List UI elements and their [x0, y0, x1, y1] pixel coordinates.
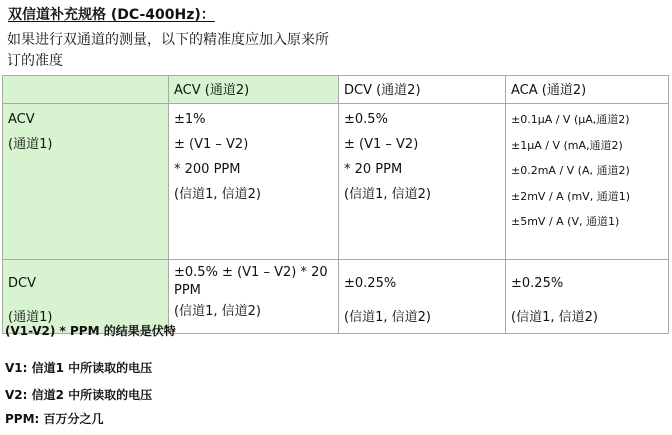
cell-line: ±0.5% ± (V1 – V2) * 20 PPM [174, 265, 328, 298]
cell-dcv-acv [169, 260, 339, 334]
note-v1: V1: 信道1 中所读取的电压 [5, 361, 153, 375]
cell-line: * 20 PPM [344, 162, 403, 177]
row-sublabel: (通道1) [8, 310, 53, 325]
cell-line: ±0.1μA / V (μA,通道2) [511, 113, 630, 126]
spec-table [2, 75, 669, 334]
intro-text: 如果进行双通道的测量，以下的精准度应加入原来所订的准度 [7, 32, 329, 69]
cell-dcv-aca [506, 260, 669, 334]
row-sublabel: (通道1) [8, 137, 53, 152]
cell-line: * 200 PPM [174, 162, 241, 177]
table-row [3, 104, 669, 260]
cell-line: ± (V1 – V2) [174, 137, 249, 152]
cell-line: (信道1, 信道2) [344, 310, 431, 325]
row-label: ACV [8, 112, 35, 127]
note-ppm: PPM: 百万分之几 [5, 412, 104, 426]
cell-line: ± (V1 – V2) [344, 137, 419, 152]
cell-line: ±1% [174, 112, 206, 127]
row-label-acv [3, 104, 169, 260]
row-label: DCV [8, 276, 36, 291]
cell-line: ±0.5% [344, 112, 388, 127]
cell-acv-aca [506, 104, 669, 260]
section-title: 双信道补充规格 (DC-400Hz)： [8, 7, 215, 23]
header-corner [3, 76, 169, 104]
cell-line: (信道1, 信道2) [174, 304, 261, 319]
cell-line: ±2mV / A (mV, 通道1) [511, 189, 630, 203]
note-v2: V2: 信道2 中所读取的电压 [5, 388, 153, 402]
cell-line: (信道1, 信道2) [511, 310, 598, 325]
cell-acv-dcv [339, 104, 506, 260]
cell-line: ±0.2mA / V (A, 通道2) [511, 164, 630, 177]
cell-line: ±0.25% [344, 276, 397, 291]
table-header-row [3, 76, 669, 104]
cell-dcv-dcv [339, 260, 506, 334]
header-acv: ACV (通道2) [169, 76, 339, 104]
cell-line: (信道1, 信道2) [344, 187, 431, 202]
cell-line: ±5mV / A (V, 通道1) [511, 215, 620, 228]
cell-line: (信道1, 信道2) [174, 187, 261, 202]
header-dcv: DCV (通道2) [339, 76, 506, 104]
cell-line: ±0.25% [511, 276, 564, 291]
header-aca: ACA (通道2) [506, 76, 669, 104]
cell-acv-acv [169, 104, 339, 260]
cell-line: ±1μA / V (mA,通道2) [511, 138, 623, 152]
note-ppm-result: (V1-V2) * PPM 的结果是伏特 [5, 324, 176, 338]
